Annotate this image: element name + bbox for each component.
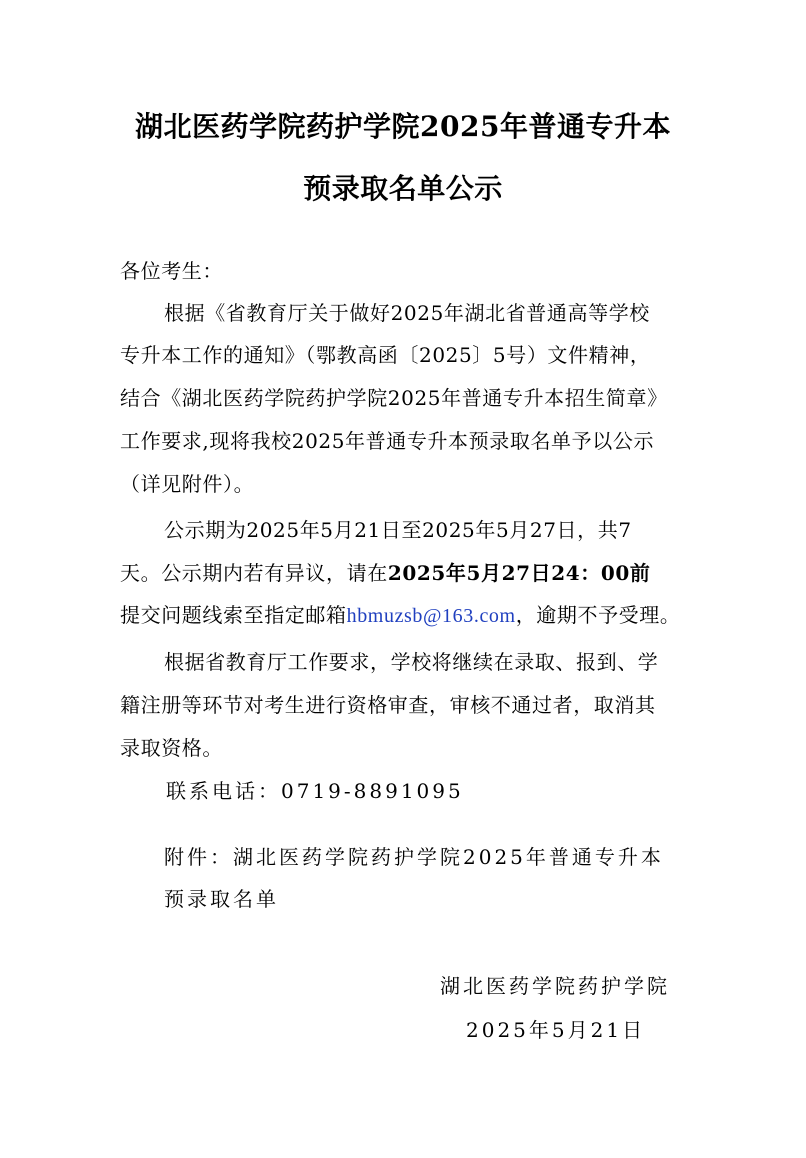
paragraph-line: 根据《省教育厅关于做好2025年湖北省普通高等学校: [164, 301, 650, 325]
paragraph-line: 工作要求,现将我校2025年普通专升本预录取名单予以公示: [120, 429, 655, 453]
salutation: 各位考生：: [120, 259, 223, 283]
attachment-line: 附件：湖北医药学院药护学院2025年普通专升本: [164, 845, 664, 869]
paragraph-line: 公示期为2025年5月21日至2025年5月27日，共7: [164, 518, 632, 542]
paragraph-text: ，逾期不予受理。: [515, 603, 681, 627]
paragraph-line: [120, 599, 681, 628]
signature-date: 2025年5月21日: [466, 1018, 646, 1042]
paragraph-line: （详见附件）。: [120, 472, 255, 496]
paragraph-line: 结合《湖北医药学院药护学院2025年普通专升本招生简章》: [120, 386, 668, 410]
page-title: 湖北医药学院药护学院2025年普通专升本: [135, 110, 671, 143]
contact-phone: 联系电话：0719-8891095: [166, 779, 464, 803]
paragraph-line: 根据省教育厅工作要求，学校将继续在录取、报到、学: [164, 650, 659, 674]
paragraph-line: [120, 557, 651, 586]
paragraph-line: 专升本工作的通知》（鄂教高函〔2025〕5号）文件精神，: [120, 343, 651, 367]
deadline-text: 2025年5月27日24：00前: [387, 561, 651, 585]
paragraph-line: 录取资格。: [120, 736, 223, 760]
paragraph-text: 天。公示期内若有异议，请在: [120, 561, 388, 585]
paragraph-line: 籍注册等环节对考生进行资格审查，审核不通过者，取消其: [120, 693, 656, 717]
attachment-line: 预录取名单: [164, 887, 279, 911]
page-title-line2: 预录取名单公示: [303, 172, 503, 205]
signature-org: 湖北医药学院药护学院: [440, 974, 670, 998]
email-link[interactable]: hbmuzsb@163.com: [346, 605, 516, 627]
paragraph-text: 提交问题线索至指定邮箱: [120, 603, 347, 627]
